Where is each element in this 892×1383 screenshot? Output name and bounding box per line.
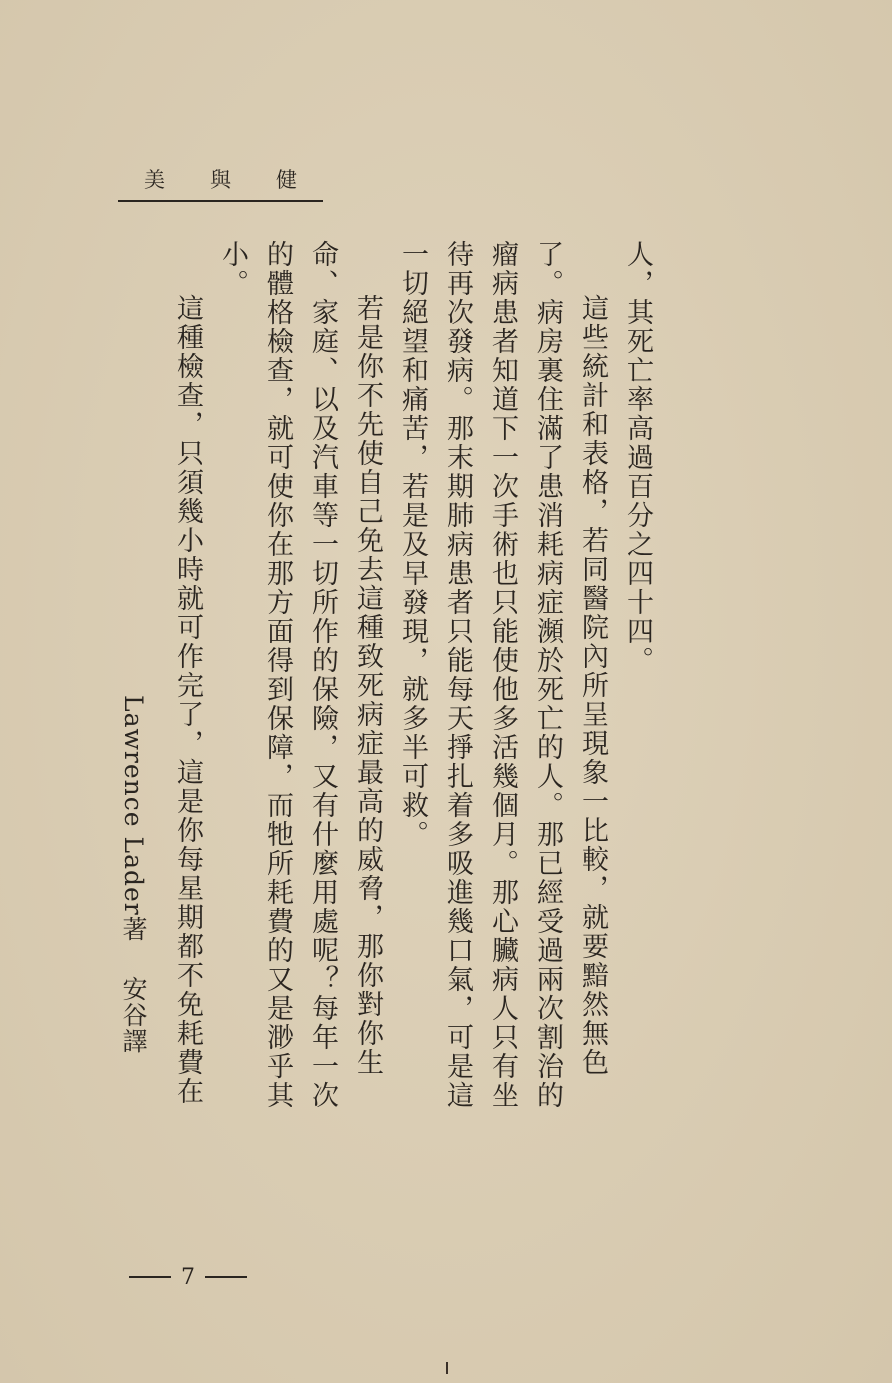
byline — [115, 695, 151, 1054]
running-header — [118, 168, 323, 208]
header-char-2: 與 — [210, 168, 231, 192]
header-char-1: 美 — [144, 168, 165, 192]
paragraph-1: 人，其死亡率高過百分之四十四。 — [622, 240, 653, 675]
body-text — [170, 240, 660, 1120]
header-rule — [118, 200, 323, 202]
page-number-dash-right — [205, 1276, 247, 1278]
paragraph-2: 這些統計和表格，若同醫院內所呈現象一比較，就要黯然無色了。病房裏住滿了患消耗病症瀕於死亡的人。那已經受過兩次割治的瘤病患者知道下一次手術也只能使他多活幾個月。那心臟病人只有坐待再次發病。那末期肺病患者只能每天掙扎着多吸進幾口氣，可是這一切絕望和痛苦，若是及早發現，就多半可救。 — [397, 240, 608, 1110]
page-number-dash-left — [129, 1276, 171, 1278]
header-char-3: 健 — [276, 168, 297, 192]
paragraph-4: 這種檢查，只須幾小時就可作完了，這是你每星期都不免耗費在 — [172, 294, 203, 1106]
page-number-value: 7 — [181, 1264, 195, 1290]
byline-author: Lawrence Lader著 — [119, 695, 148, 942]
byline-translator: 安谷譯 — [119, 975, 148, 1054]
paragraph-3: 若是你不先使自己免去這種致死病症最高的威脅，那你對你生命、家庭、以及汽車等一切所作的保險，又有什麼用處呢？每年一次的體格檢查，就可使你在那方面得到保障，而牠所耗費的又是渺乎其小。 — [217, 240, 383, 1110]
page-number — [118, 1262, 258, 1292]
print-mark — [446, 1362, 448, 1374]
